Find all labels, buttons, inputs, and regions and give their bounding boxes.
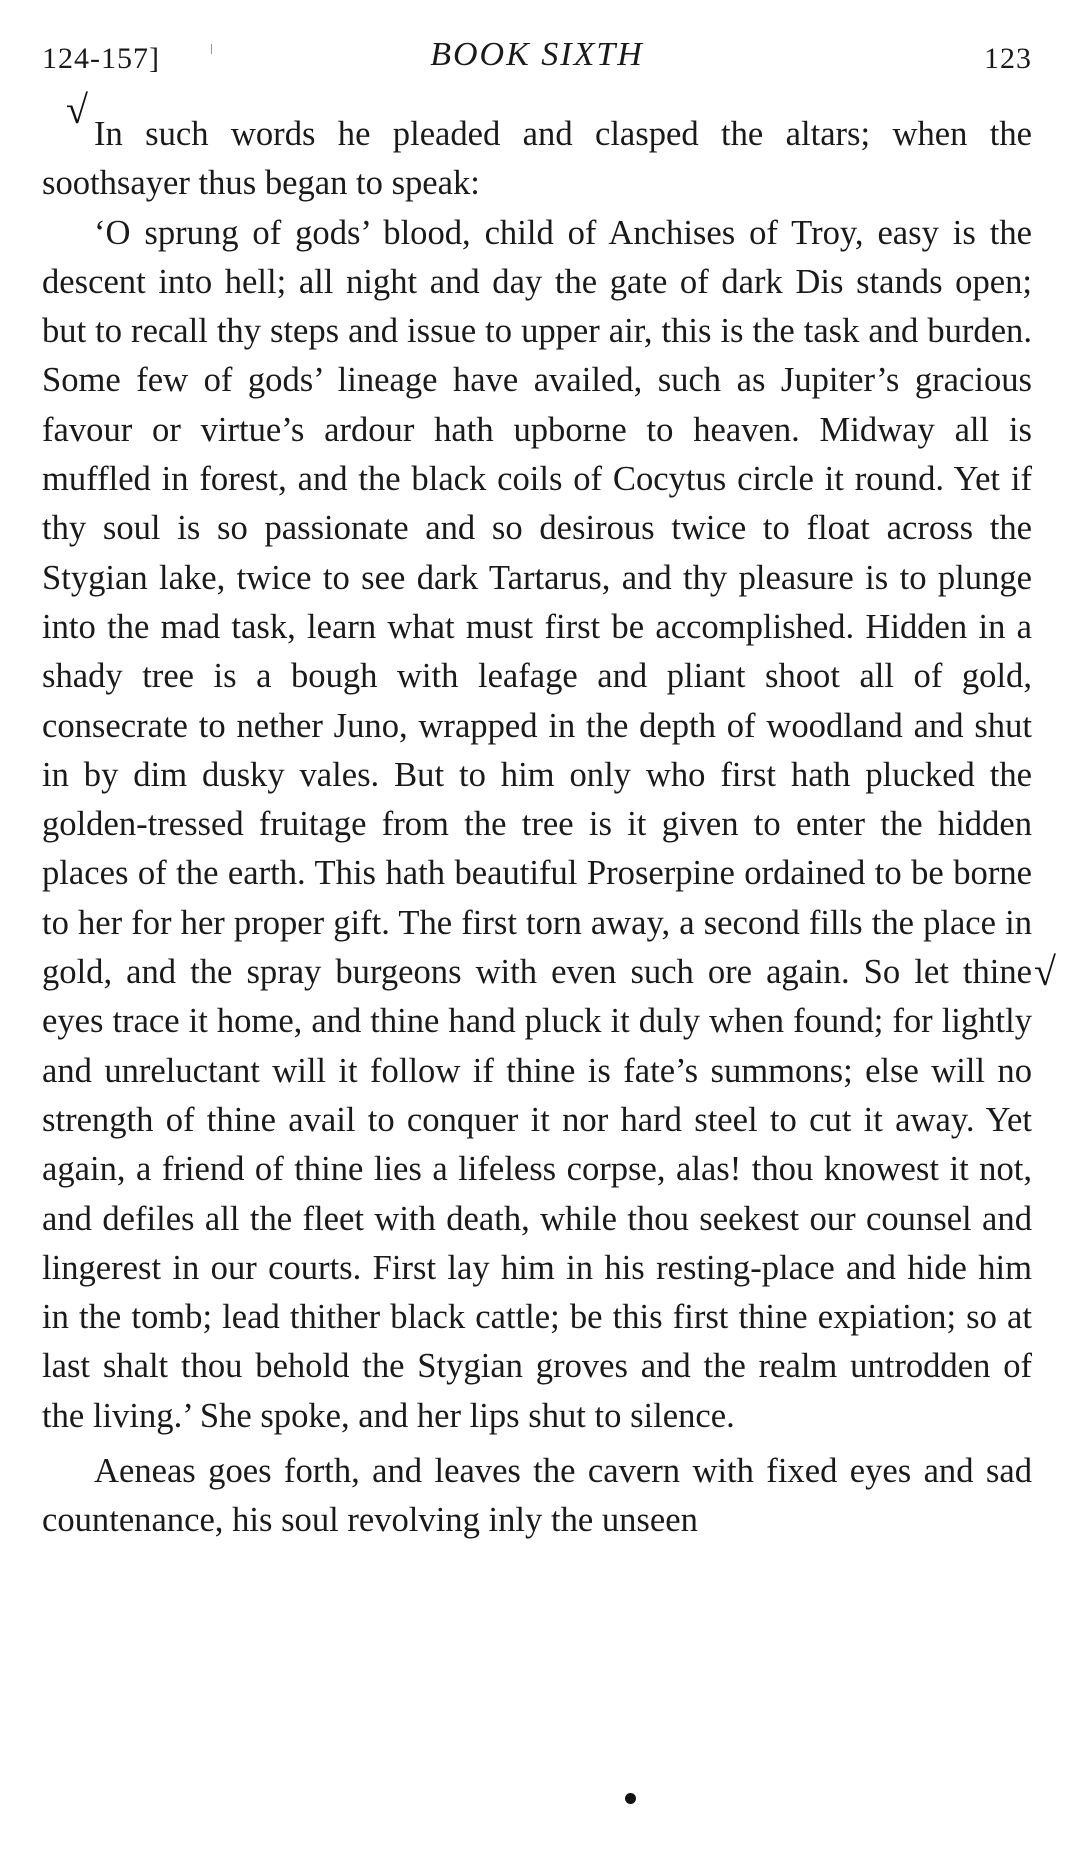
header-tick-mark xyxy=(211,44,212,54)
body-text xyxy=(42,110,1032,1546)
margin-check-mark-icon: √ xyxy=(1034,949,1056,994)
footer-dot-icon xyxy=(625,1793,636,1804)
handwritten-check-mark-icon: √ xyxy=(66,87,88,132)
page-number: 123 xyxy=(984,42,1032,75)
line-range: 124-157] xyxy=(42,42,160,75)
paragraph-1: In such words he pleaded and clasped the altars; when the soothsayer thus began to speak: xyxy=(42,115,1032,203)
paragraph-2: ‘O sprung of gods’ blood, child of Anchises of Troy, easy is the descent into hell; all night and day the gate of dark Dis stands open; but to recall thy steps and issue to upper air, this is the task and burden. Some few of gods’ lineage have availed, such as Jupiter’s gracious favour or virtue’s ardour hath upborne to heaven. Midway all is muffled in forest, and the black coils of Cocytus circle it round. Yet if thy soul is so passionate and so desirous twice to float across the Stygian lake, twice to see dark Tartarus, and thy pleasure is to plunge into the mad task, learn what must first be accomplished. Hidden in a shady tree is a bough with leafage and pliant shoot all of gold, consecrate to nether Juno, wrapped in the depth of woodland and shut in by dim dusky vales. But to him only who first hath plucked the golden-tressed fruitage from the tree is it given to enter the hidden places of the earth. This hath beautiful Proserpine ordained to be borne to her for her proper gift. The first torn away, a second fills the place in gold, and the spray burgeons with even such ore again. So let thine eyes trace it home, and thine hand pluck it duly when found; for lightly and unreluctant will it follow if thine is fate’s summons; else will no strength of thine avail to conquer it nor hard steel to cut it away. Yet again, a friend of thine lies a lifeless corpse, alas! thou knowest it not, and defiles all the fleet with death, while thou seekest our counsel and lingerest in our courts. First lay him in his resting-place and hide him in the tomb; lead thither black cattle; be this first thine expiation; so at last shalt thou behold the Stygian groves and the realm untrodden of the living.’ She spoke, and her lips shut to silence. xyxy=(42,213,1032,1435)
paragraph-3: Aeneas goes forth, and leaves the cavern with fixed eyes and sad countenance, his soul revolving inly the unseen xyxy=(42,1452,1032,1540)
running-title: BOOK SIXTH xyxy=(430,36,644,73)
running-header xyxy=(42,36,1032,86)
